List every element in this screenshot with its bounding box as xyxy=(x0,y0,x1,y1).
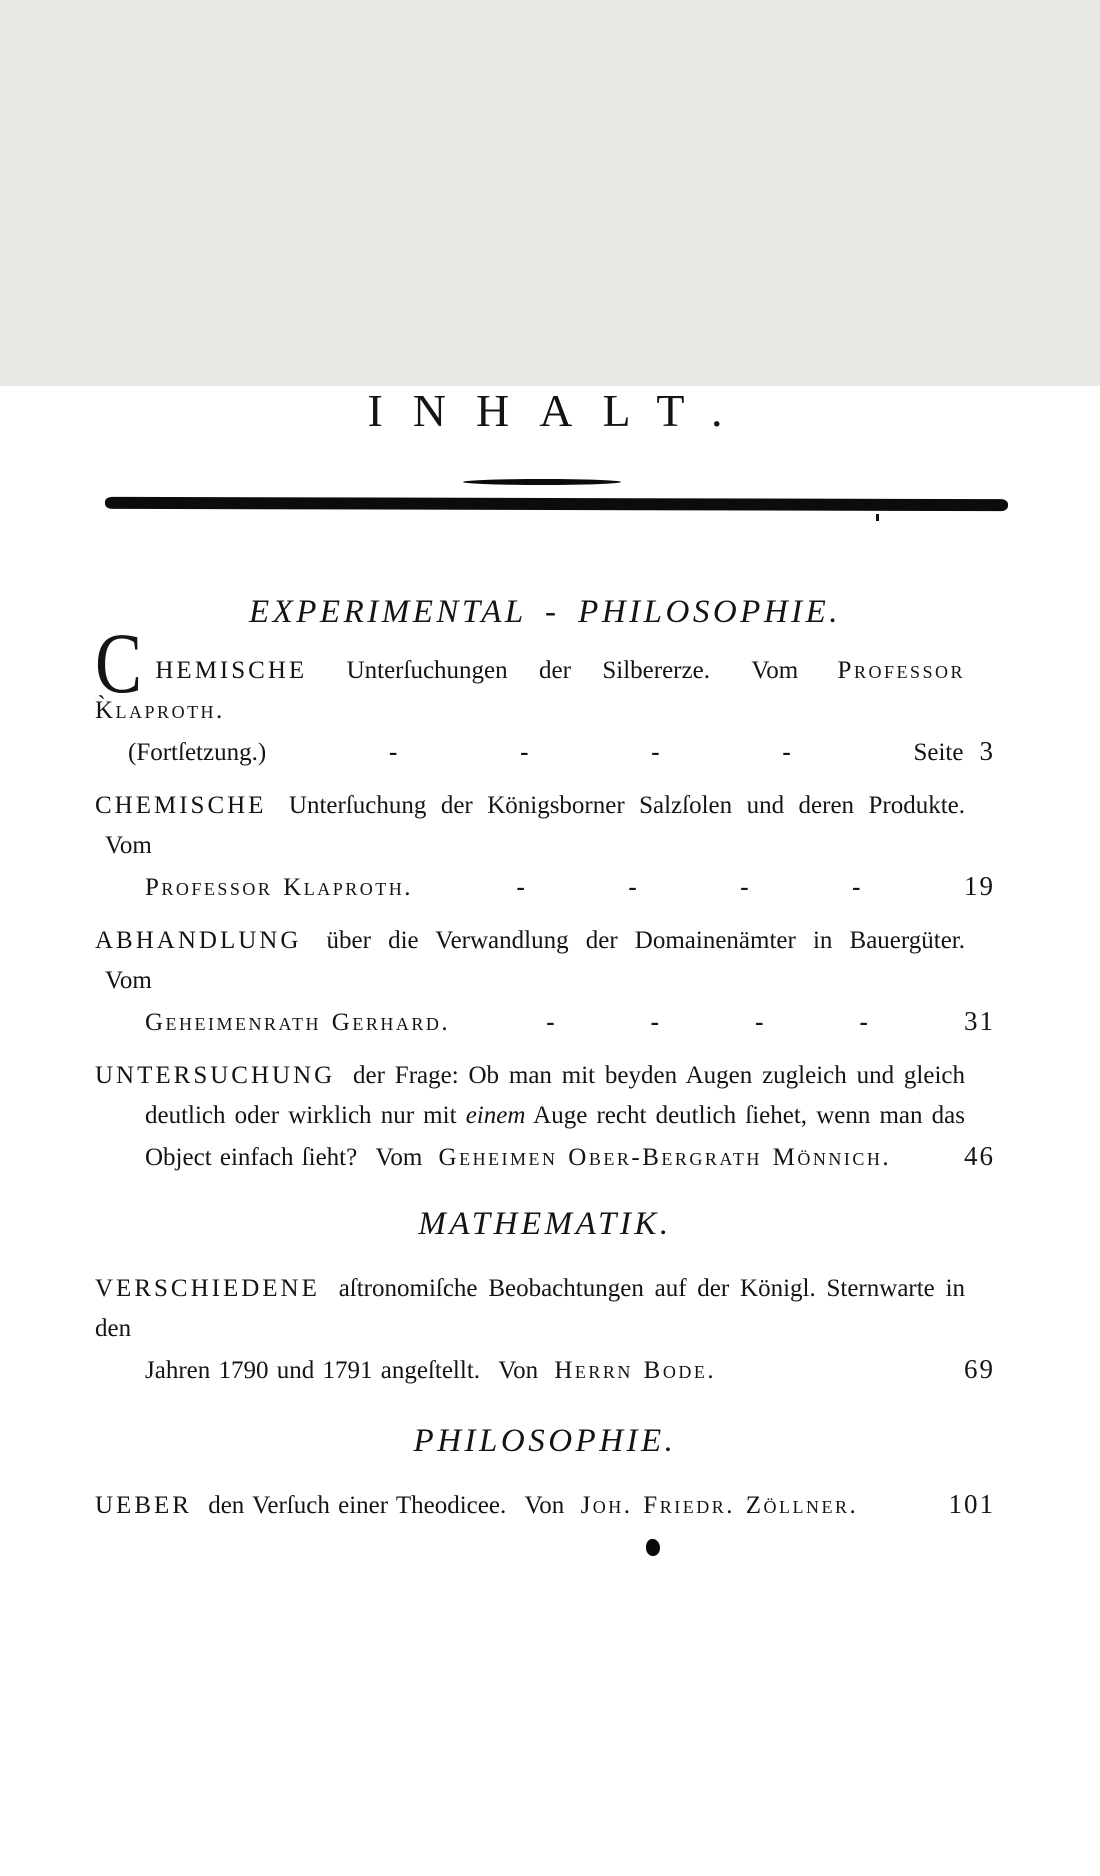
entry-text-group xyxy=(95,1486,858,1526)
leader-dash: - xyxy=(740,873,749,901)
entry-page-line xyxy=(95,1349,995,1391)
entry-text-emphasis: einem xyxy=(465,1101,526,1129)
entry-text-group xyxy=(145,1138,891,1178)
entry-text: deutlich oder wirklich nur mit xyxy=(145,1101,457,1129)
entry-line xyxy=(95,921,995,1001)
leader-dash: - xyxy=(388,738,398,766)
author-name: Professor Klaproth. xyxy=(145,873,413,901)
entry-line xyxy=(95,1056,995,1096)
toc-entry xyxy=(95,786,995,908)
page-number: 19 xyxy=(963,870,995,901)
entry-line: CHEMISCHE Unterſuchungen der Silbererze. Vom Professor K̀laproth. xyxy=(95,614,965,724)
entry-text: der Frage: Ob man mit beyden Augen zugleich und gleich xyxy=(353,1061,966,1089)
page-label: Seite xyxy=(913,738,964,766)
entry-line xyxy=(95,786,995,866)
leader-dash: - xyxy=(546,1008,555,1036)
section-philosophie xyxy=(95,1421,995,1526)
entry-byline: Von xyxy=(498,1357,539,1385)
entry-lead-word: VERSCHIEDENE xyxy=(95,1275,320,1303)
entry-page-line xyxy=(95,1484,995,1526)
section-heading: PHILOSOPHIE. xyxy=(413,1423,677,1460)
page-number: 69 xyxy=(964,1354,995,1385)
page-number: 46 xyxy=(964,1140,995,1171)
toc-entry xyxy=(95,1056,995,1178)
entry-byline: Vom xyxy=(375,1143,423,1171)
entry-page-line xyxy=(95,1136,995,1178)
entry-text: (Fortſetzung.) xyxy=(128,738,267,766)
leader-dash: - xyxy=(628,873,637,901)
page-number: 31 xyxy=(963,1005,995,1036)
entry-text: Unterſuchung der Königsborner Salzſolen und deren Produkte. xyxy=(288,791,966,819)
entry-lead-word: UNTERSUCHUNG xyxy=(95,1061,336,1089)
title-divider xyxy=(463,479,621,485)
leader-dash: - xyxy=(859,1008,868,1036)
section-experimental-philosophie xyxy=(95,592,995,1178)
leader-dash: - xyxy=(516,873,525,901)
entry-text: aſtronomiſche Beobachtungen auf der Königl. Sternwarte in den xyxy=(95,1275,966,1343)
author-name: Herrn Bode. xyxy=(554,1357,717,1385)
entry-page-line xyxy=(95,866,995,908)
leader-dash: - xyxy=(755,1008,764,1036)
author-name: Geheimen Ober-Bergrath Mönnich. xyxy=(438,1143,892,1171)
entry-lead-word: HEMISCHE xyxy=(155,656,308,684)
entry-lead-word: CHEMISCHE xyxy=(95,791,267,819)
toc-entry xyxy=(95,1269,995,1391)
entry-page-line xyxy=(95,1001,995,1043)
author-name: Geheimenrath Gerhard. xyxy=(145,1008,451,1036)
entry-text: Jahren 1790 und 1791 angeſtellt. xyxy=(145,1357,481,1385)
entry-text-group xyxy=(145,1351,716,1391)
entry-text: über die Verwandlung der Domainenämter in Bauergüter. xyxy=(326,926,966,954)
entry-lead-word: UEBER xyxy=(95,1492,192,1520)
leader-dash: - xyxy=(651,738,660,766)
entry-lead-word: ABHANDLUNG xyxy=(95,926,302,954)
toc-entry xyxy=(95,921,995,1043)
entry-byline: Vom xyxy=(105,966,152,994)
entry-page-line xyxy=(95,731,995,773)
entry-text: Unterſuchungen der Silbererze. xyxy=(346,656,710,684)
header-rule xyxy=(105,497,1008,511)
ornament-mark xyxy=(646,1539,660,1556)
entry-byline: Vom xyxy=(105,831,152,859)
entry-line xyxy=(95,1096,995,1136)
toc-entry xyxy=(95,614,995,773)
rule-blemish xyxy=(876,514,879,521)
leader-dash: - xyxy=(782,738,791,766)
entry-line xyxy=(95,1269,995,1349)
entry-text: Auge recht deutlich ſiehet, wenn man das xyxy=(533,1101,966,1129)
scanned-page xyxy=(0,386,1100,1876)
leader-dash: - xyxy=(650,1008,659,1036)
page-number: 3 xyxy=(979,735,995,766)
page-title: INHALT. xyxy=(367,385,753,436)
entry-text: den Verſuch einer Theodicee. xyxy=(208,1492,507,1520)
section-heading: EXPERIMENTAL - PHILOSOPHIE. xyxy=(248,593,842,630)
entry-byline: Von xyxy=(524,1492,565,1520)
leader-dash: - xyxy=(852,873,861,901)
page-number: 101 xyxy=(948,1489,995,1520)
author-name: Joh. Friedr. Zöllner. xyxy=(580,1492,859,1520)
entry-text: Object einfach ſieht? xyxy=(145,1143,358,1171)
leader-dash: - xyxy=(520,738,529,766)
section-heading: MATHEMATIK. xyxy=(418,1205,672,1242)
page-ref xyxy=(913,731,995,773)
entry-byline: Vom xyxy=(751,656,799,684)
section-mathematik xyxy=(95,1204,995,1391)
author-name: Professor K̀laproth. xyxy=(95,656,965,724)
toc-entry xyxy=(95,1484,995,1526)
